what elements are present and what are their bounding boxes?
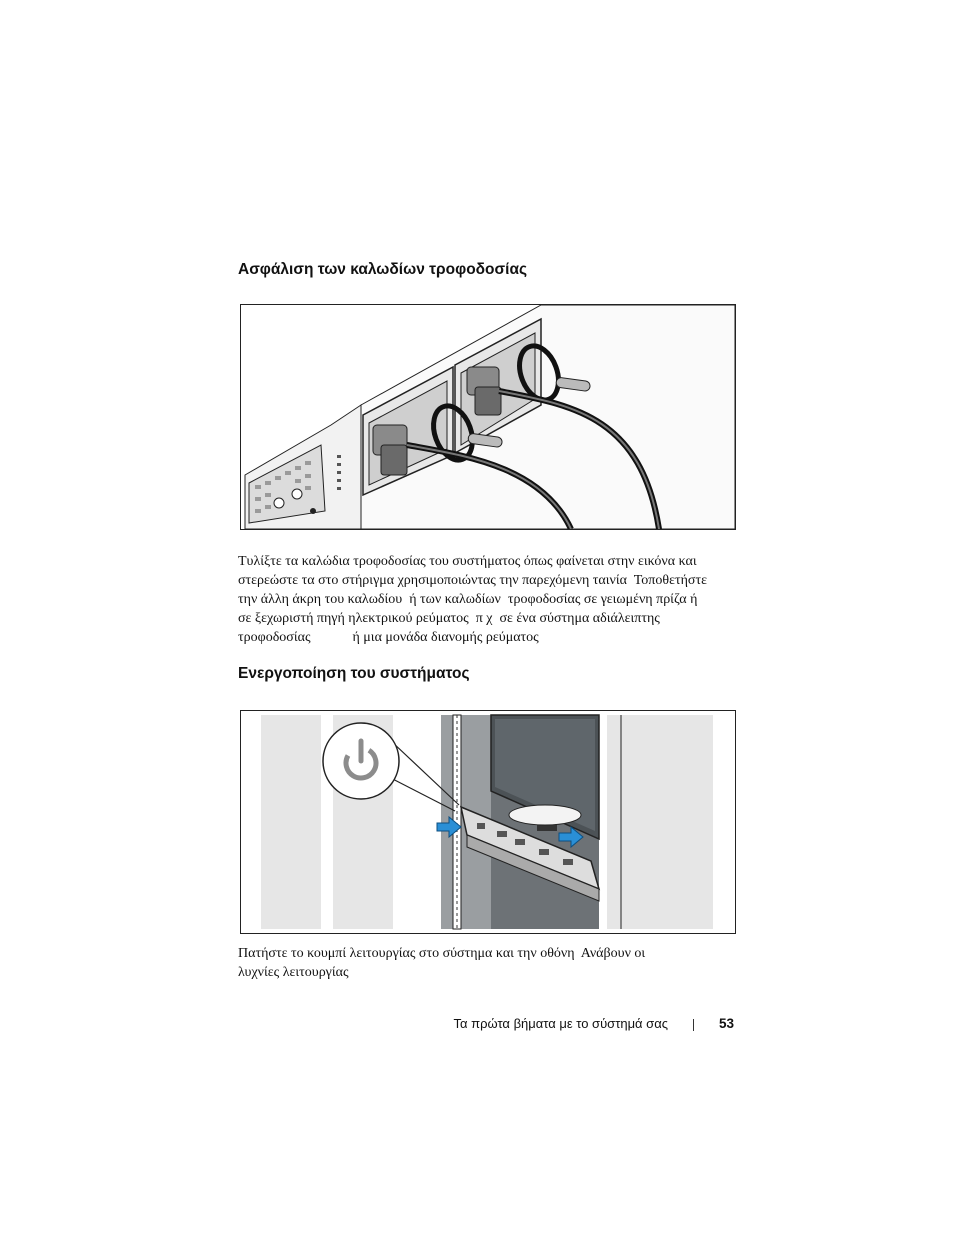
power-cable-illustration [240,304,736,530]
power-cable-drawing [241,305,735,529]
power-cable-instructions [238,552,738,647]
page-footer [400,1016,734,1034]
paragraph-line: στερεώστε τα στο στήριγμα χρησιμοποιώντας την παρεχόμενη ταινία Τοποθετήστε [238,573,707,588]
footer-title: Τα πρώτα βήματα με το σύστημά σας [453,1016,668,1031]
section-heading-power-on: Ενεργοποίηση του συστήματος [238,665,470,682]
power-on-illustration [240,710,736,934]
paragraph-line: τροφοδοσίας ή μια μονάδα διανομής ρεύματος [238,630,539,645]
paragraph-line: Τυλίξτε τα καλώδια τροφοδοσίας του συστήματος όπως φαίνεται στην εικόνα και [238,554,697,569]
paragraph-line: Πατήστε το κουμπί λειτουργίας στο σύστημα και την οθόνη Ανάβουν οι [238,946,646,961]
footer-separator [693,1019,694,1031]
paragraph-line: σε ξεχωριστή πηγή ηλεκτρικού ρεύματος π χ σε ένα σύστημα αδιάλειπτης [238,611,660,626]
paragraph-line: λυχνίες λειτουργίας [238,965,349,980]
power-on-drawing [241,711,735,933]
page-number: 53 [718,1016,734,1031]
section-heading-power-cables: Ασφάλιση των καλωδίων τροφοδοσίας [238,261,528,278]
paragraph-line: την άλλη άκρη του καλωδίου ή των καλωδίων τροφοδοσίας σε γειωμένη πρίζα ή [238,592,698,607]
power-on-instructions [238,944,738,982]
